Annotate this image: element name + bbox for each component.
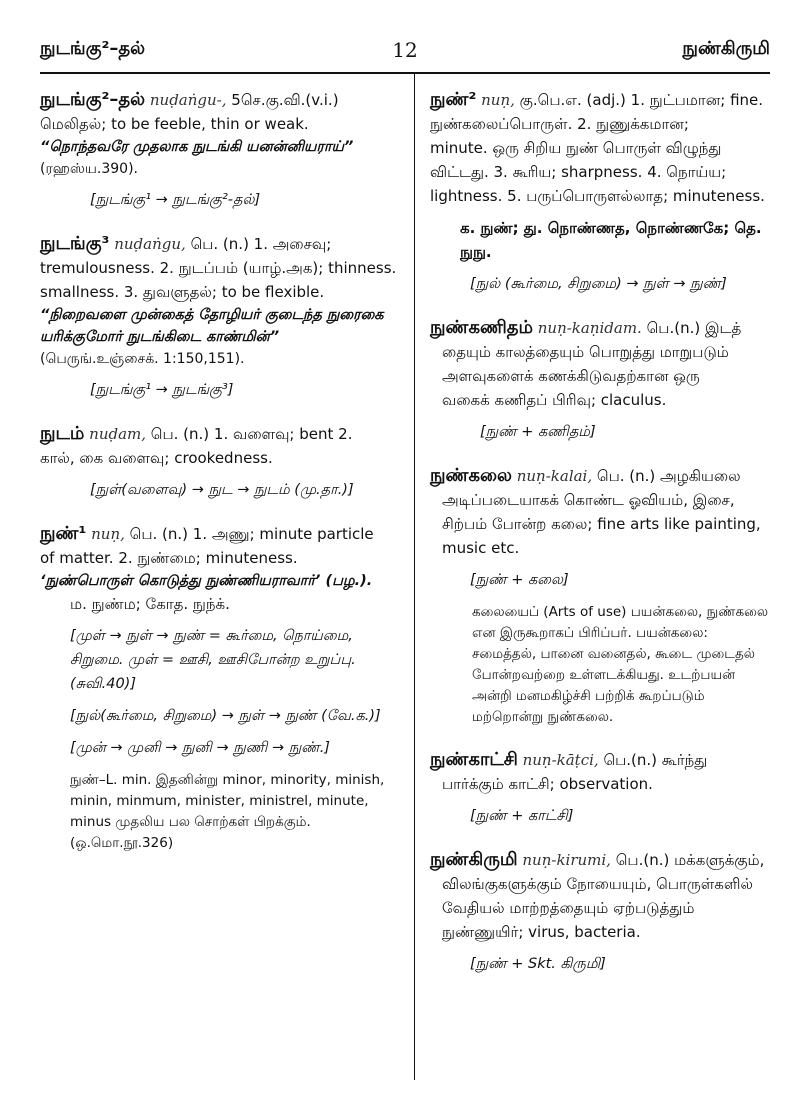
definition-line: பெ.(n.) மக்களுக்கும், <box>615 851 765 869</box>
definition-line: smallness. 3. துவளுதல்; to be flexible. <box>40 283 325 301</box>
definition-line: விட்டது. 3. கூரிய; sharpness. 4. நொய்ய; <box>430 163 727 181</box>
headword: நுண்¹ <box>40 523 87 544</box>
headword: நுடம் <box>40 423 85 444</box>
etymology: [நுண் + கணிதம்] <box>480 424 596 440</box>
header-first-word: நுடங்கு²–தல் <box>40 38 146 59</box>
transliteration: nuṇ, <box>91 525 125 543</box>
definition-line: நுண்கலைப்பொருள். 2. நுணுக்கமான; <box>430 115 689 133</box>
etymology: [நுடங்கு¹ → நுடங்கு²-தல்] <box>90 192 261 208</box>
header-last-word: நுண்கிருமி <box>682 38 770 59</box>
transliteration: nuḍam, <box>89 425 147 443</box>
entry-nunkanidam <box>430 316 775 444</box>
citation-source: (ரஹஸ்ய.390). <box>40 161 138 177</box>
definition-line: minute. ஒரு சிறிய நுண் பொருள் விழுந்து <box>430 139 722 157</box>
cognates: ம. நுண்ம; கோத. நுந்க். <box>70 595 230 613</box>
definition-line: பார்க்கும் காட்சி; observation. <box>442 775 653 793</box>
citation-source: (பெருங்.உஞ்சைக். 1:150,151). <box>40 351 245 367</box>
definition-line: கு.பெ.எ. (adj.) 1. நுட்பமான; fine. <box>519 91 764 109</box>
citation-quote: “நொந்தவரே முதலாக நுடங்கி யனன்னியராய்” <box>40 139 354 155</box>
definition-line: 5செ.கு.வி.(v.i.) <box>231 91 339 109</box>
column-divider <box>414 74 415 1080</box>
definition-line: அளவுகளைக் கணக்கிடுவதற்கான ஒரு <box>442 367 700 385</box>
etymology: [நுல்(கூர்மை, சிறுமை) → நுள் → நுண் (வே.க.)] <box>70 708 381 724</box>
etymology: [நுள்(வளைவு) → நுட → நுடம் (மு.தா.)] <box>90 482 354 498</box>
headword: நுண்காட்சி <box>430 749 518 770</box>
etymology: [நுல் (கூர்மை, சிறுமை) → நுள் → நுண்] <box>470 276 727 292</box>
definition-line: பெ.(n.) கூர்ந்து <box>603 751 708 769</box>
definition-line: lightness. 5. பருப்பொருளல்லாத; minuteness. <box>430 187 765 205</box>
entry-nunkirumi <box>430 848 775 976</box>
definition-line: பெ. (n.) 1. அசைவு; <box>190 235 332 253</box>
entry-nudam <box>40 422 402 502</box>
definition-line: பெ. (n.) அழகியலை <box>596 467 741 485</box>
transliteration: nuṇ-kirumi, <box>522 851 611 869</box>
definition-line: சிற்பம் போன்ற கலை; fine arts like painting, <box>442 515 761 533</box>
right-column <box>430 88 775 1080</box>
definition-line: வேதியல் மாற்றத்தையும் ஏற்படுத்தும் <box>442 899 695 917</box>
definition-line: வகைக் கணிதப் பிரிவு; claculus. <box>442 391 667 409</box>
definition-line: நுண்ணுயிர்; virus, bacteria. <box>442 923 641 941</box>
cognates: க. நுண்; து. நொண்ணத, நொண்ணகே; தெ. நுநு. <box>460 219 762 261</box>
citation-quote: “நிறைவளை முன்கைத் தோழியர் குடைந்த நுரைகை யரிக்குமோர் நுடங்கிடை காண்மின்” <box>40 307 384 345</box>
definition-line: தையும் காலத்தையும் பொறுத்து மாறுபடும் <box>442 343 729 361</box>
headword: நுடங்கு³ <box>40 233 110 254</box>
definition-line: மெலிதல்; to be feeble, thin or weak. <box>40 115 309 133</box>
definition-line: கால், கை வளைவு; crookedness. <box>40 449 273 467</box>
etymology-note: நுண்–L. min. இதனின்று minor, minority, minish, minin, minmum, minister, ministrel, minute, minus முதலிய பல சொற்கள் பிறக்கும். (ஒ.மொ.நூ.326) <box>70 772 385 851</box>
definition-line: விலங்குகளுக்கும் நோயையும், பொருள்களில் <box>442 875 753 893</box>
entry-nun1 <box>40 522 402 854</box>
transliteration: nuṇ-kāṭci, <box>522 751 599 769</box>
transliteration: nuṇ-kaṇidam. <box>537 319 642 337</box>
definition-line: பெ. (n.) 1. வளைவு; bent 2. <box>150 425 353 443</box>
definition-line: அடிப்படையாகக் கொண்ட ஓவியம், இசை, <box>442 491 735 509</box>
headword: நுண்² <box>430 89 477 110</box>
page-header <box>40 38 770 74</box>
etymology: [நுண் + கலை] <box>470 572 569 588</box>
left-column <box>40 88 402 1080</box>
entry-nudangu2 <box>40 88 402 212</box>
etymology: [முன் → முனி → நுனி → நுணி → நுண்.] <box>70 740 330 756</box>
headword: நுண்கலை <box>430 465 512 486</box>
transliteration: nuḍaṅgu, <box>114 235 186 253</box>
transliteration: nuḍaṅgu-, <box>149 91 227 109</box>
usage-note: கலையைப் (Arts of use) பயன்கலை, நுண்கலை என இருகூறாகப் பிரிப்பர். பயன்கலை: சமைத்தல், பானை வனைதல், கூடை முடைதல் போன்றவற்றை உள்ளடக்கியது. உடற்பயன் அன்றி மனமகிழ்ச்சி பற்றிக் கூறப்படும் மற்றொன்று நுண்கலை. <box>472 604 769 725</box>
etymology: [நுண் + காட்சி] <box>470 808 574 824</box>
etymology: [முள் → நுள் → நுண் = கூர்மை, நொய்மை, சிறுமை. முள் = ஊசி, ஊசிபோன்ற உறுப்பு. (சுவி.40)] <box>70 628 356 692</box>
entry-nun2 <box>430 88 775 296</box>
headword: நுடங்கு²–தல் <box>40 89 146 110</box>
page-number: 12 <box>392 38 418 62</box>
transliteration: nuṇ, <box>481 91 515 109</box>
definition-line: பெ. (n.) 1. அணு; minute particle <box>129 525 374 543</box>
definition-line: tremulousness. 2. நுடப்பம் (யாழ்.அக); thinness. <box>40 259 397 277</box>
definition-line: of matter. 2. நுண்மை; minuteness. <box>40 549 298 567</box>
citation-quote: ‘நுண்பொருள் கொடுத்து நுண்ணியராவார்’ (பழ.). <box>40 573 373 589</box>
definition-line: music etc. <box>442 539 520 557</box>
entry-nunkalai <box>430 464 775 728</box>
headword: நுண்கணிதம் <box>430 317 533 338</box>
etymology: [நுடங்கு¹ → நுடங்கு³] <box>90 382 234 398</box>
definition-line: பெ.(n.) இடத் <box>646 319 742 337</box>
entry-nudangu3 <box>40 232 402 402</box>
entry-nunkatci <box>430 748 775 828</box>
transliteration: nuṇ-kalai, <box>516 467 593 485</box>
etymology: [நுண் + Skt. கிருமி] <box>470 956 606 972</box>
headword: நுண்கிருமி <box>430 849 518 870</box>
